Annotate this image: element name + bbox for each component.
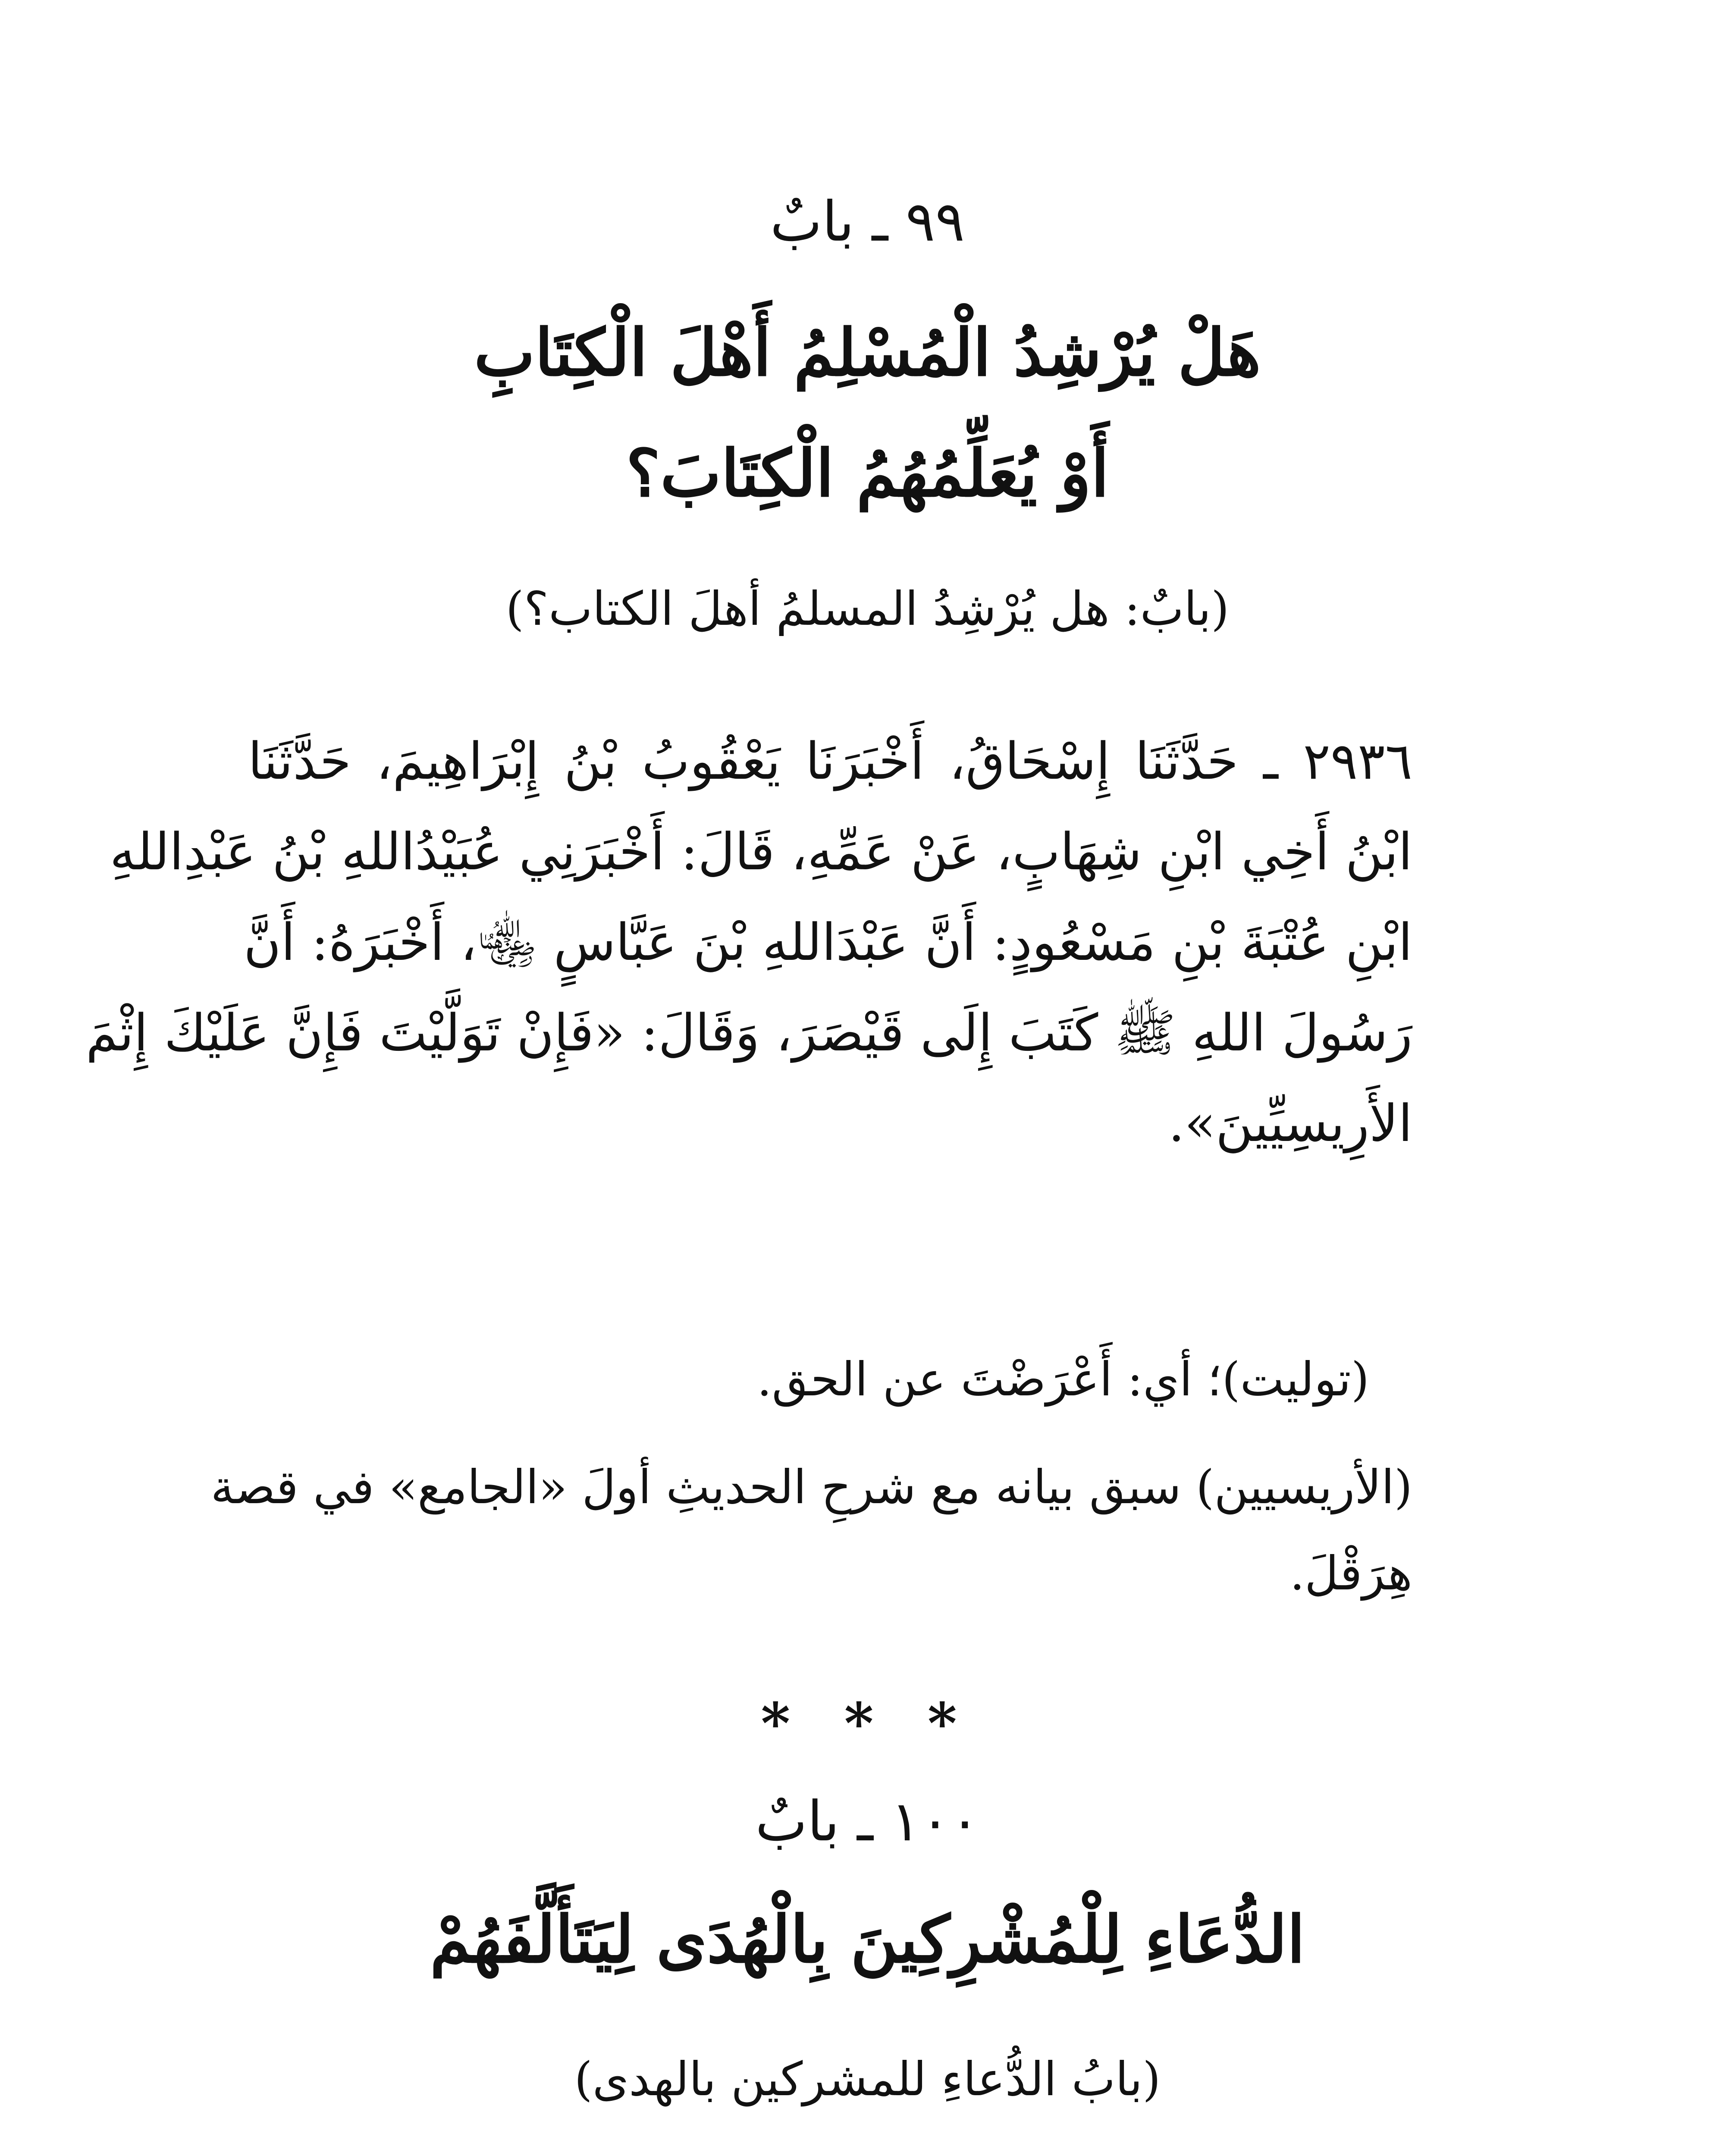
hadith-line: ابْنُ أَخِي ابْنِ شِهَابٍ، عَنْ عَمِّهِ، قَالَ: أَخْبَرَنِي عُبَيْدُاللهِ بْنُ عَبْدِاللهِ [110,822,1412,881]
chapter-title-line-1: هَلْ يُرْشِدُ الْمُسْلِمُ أَهْلَ الْكِتَابِ [474,315,1261,391]
section-separator: * * * [761,1690,974,1756]
chapter-heading-100: ١٠٠ ـ بابٌ [755,1789,980,1854]
hadith-line: ابْنِ عُتْبَةَ بْنِ مَسْعُودٍ: أَنَّ عَبْدَاللهِ بْنَ عَبَّاسٍ ﵄، أَخْبَرَهُ: أَنَّ [244,912,1412,972]
commentary-line: هِرَقْلَ. [1289,1547,1412,1601]
commentary-line: (توليت)؛ أي: أَعْرَضْتَ عن الحق. [757,1353,1369,1407]
chapter-title-line-2: أَوْ يُعَلِّمُهُمُ الْكِتَابَ؟ [626,436,1109,511]
chapter-title-100: الدُّعَاءِ لِلْمُشْرِكِينَ بِالْهُدَى لِيَتَأَلَّفَهُمْ [430,1902,1305,1977]
commentary-line: (الأريسيين) سبق بيانه مع شرحِ الحديثِ أولَ «الجامع» في قصة [210,1460,1412,1514]
chapter-heading-99: ٩٩ ـ بابٌ [770,190,965,254]
hadith-line: رَسُولَ اللهِ ﷺ كَتَبَ إِلَى قَيْصَرَ، وَقَالَ: «فَإِنْ تَوَلَّيْتَ فَإِنَّ عَلَيْكَ إِثْمَ [85,1003,1412,1062]
commentary-tawallayta [248,1337,1412,1423]
hadith-line: ٢٩٣٦ ـ حَدَّثَنَا إِسْحَاقُ، أَخْبَرَنَا يَعْقُوبُ بْنُ إِبْرَاهِيمَ، حَدَّثَنَا [248,731,1412,791]
chapter-subtitle-100: (بابُ الدُّعاءِ للمشركين بالهدى) [574,2053,1161,2106]
hadith-2936 [85,716,1412,1169]
hadith-line: الأَرِيسِيِّينَ». [1168,1094,1412,1153]
chapter-subtitle: (بابٌ: هل يُرْشِدُ المسلمُ أهلَ الكتاب؟) [505,582,1230,636]
commentary-arisiyyin [210,1445,1412,1617]
